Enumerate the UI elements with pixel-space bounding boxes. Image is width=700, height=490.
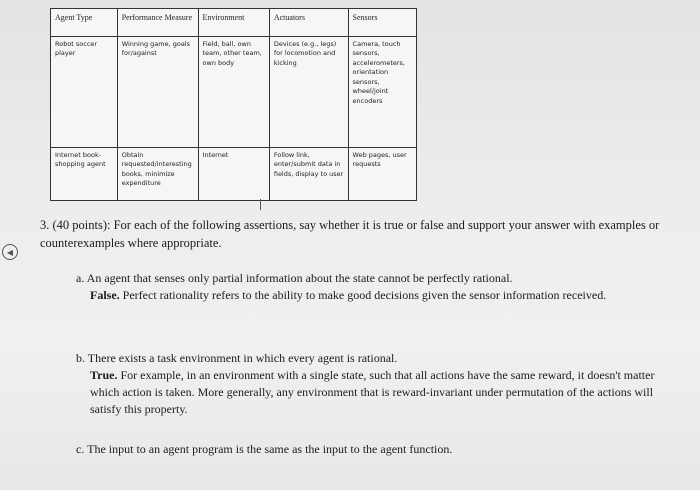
part-b-text: There exists a task environment in which every agent is rational. — [87, 351, 398, 365]
part-a-verdict: False. — [90, 288, 120, 302]
play-audio-icon[interactable]: ◀ — [2, 244, 18, 260]
part-b-verdict: True. — [90, 368, 118, 382]
peas-table — [50, 8, 417, 201]
cell-environment: Internet — [198, 148, 269, 201]
question-part-b — [76, 350, 686, 418]
header-actuators: Actuators — [269, 9, 348, 37]
part-c-text: The input to an agent program is the same as the input to the agent function. — [87, 442, 453, 456]
cell-actuators: Follow link, enter/submit data in fields, display to user — [269, 148, 348, 201]
part-a-statement — [76, 270, 676, 287]
cell-agent-type: Robot soccer player — [51, 37, 118, 148]
header-sensors: Sensors — [348, 9, 416, 37]
part-b-answer — [76, 367, 686, 418]
question-part-c — [76, 441, 676, 458]
header-performance-measure: Performance Measure — [117, 9, 198, 37]
cell-sensors: Camera, touch sensors, accelerometers, orientation sensors, wheel/joint encoders — [348, 37, 416, 148]
table-header-row — [51, 9, 417, 37]
cell-actuators: Devices (e.g., legs) for locomotion and kicking — [269, 37, 348, 148]
text-cursor — [260, 199, 261, 210]
header-agent-type: Agent Type — [51, 9, 118, 37]
part-c-label: c. — [76, 442, 85, 456]
cell-performance-measure: Winning game, goals for/against — [117, 37, 198, 148]
part-b-statement — [76, 350, 686, 367]
cell-performance-measure: Obtain requested/interesting books, minimize expenditure — [117, 148, 198, 201]
part-a-text: An agent that senses only partial information about the state cannot be perfectly rational. — [86, 271, 513, 285]
question-part-a — [76, 270, 676, 304]
table-row — [51, 148, 417, 201]
header-environment: Environment — [198, 9, 269, 37]
part-a-explanation: Perfect rationality refers to the ability to make good decisions given the sensor information received. — [122, 288, 607, 302]
part-a-label: a. — [76, 271, 85, 285]
part-b-label: b. — [76, 351, 85, 365]
cell-agent-type: Internet book-shopping agent — [51, 148, 118, 201]
table-row — [51, 37, 417, 148]
part-b-explanation: For example, in an environment with a single state, such that all actions have the same reward, it doesn't matter which action is taken. More generally, any environment that is reward-invariant under permutation of the actions will satisfy this property. — [90, 368, 655, 416]
part-c-statement — [76, 441, 676, 458]
cell-sensors: Web pages, user requests — [348, 148, 416, 201]
question-intro: 3. (40 points): For each of the following assertions, say whether it is true or false and support your answer with examples or counterexamples where appropriate. — [40, 218, 660, 250]
cell-environment: Field, ball, own team, other team, own body — [198, 37, 269, 148]
part-a-answer — [76, 287, 676, 304]
